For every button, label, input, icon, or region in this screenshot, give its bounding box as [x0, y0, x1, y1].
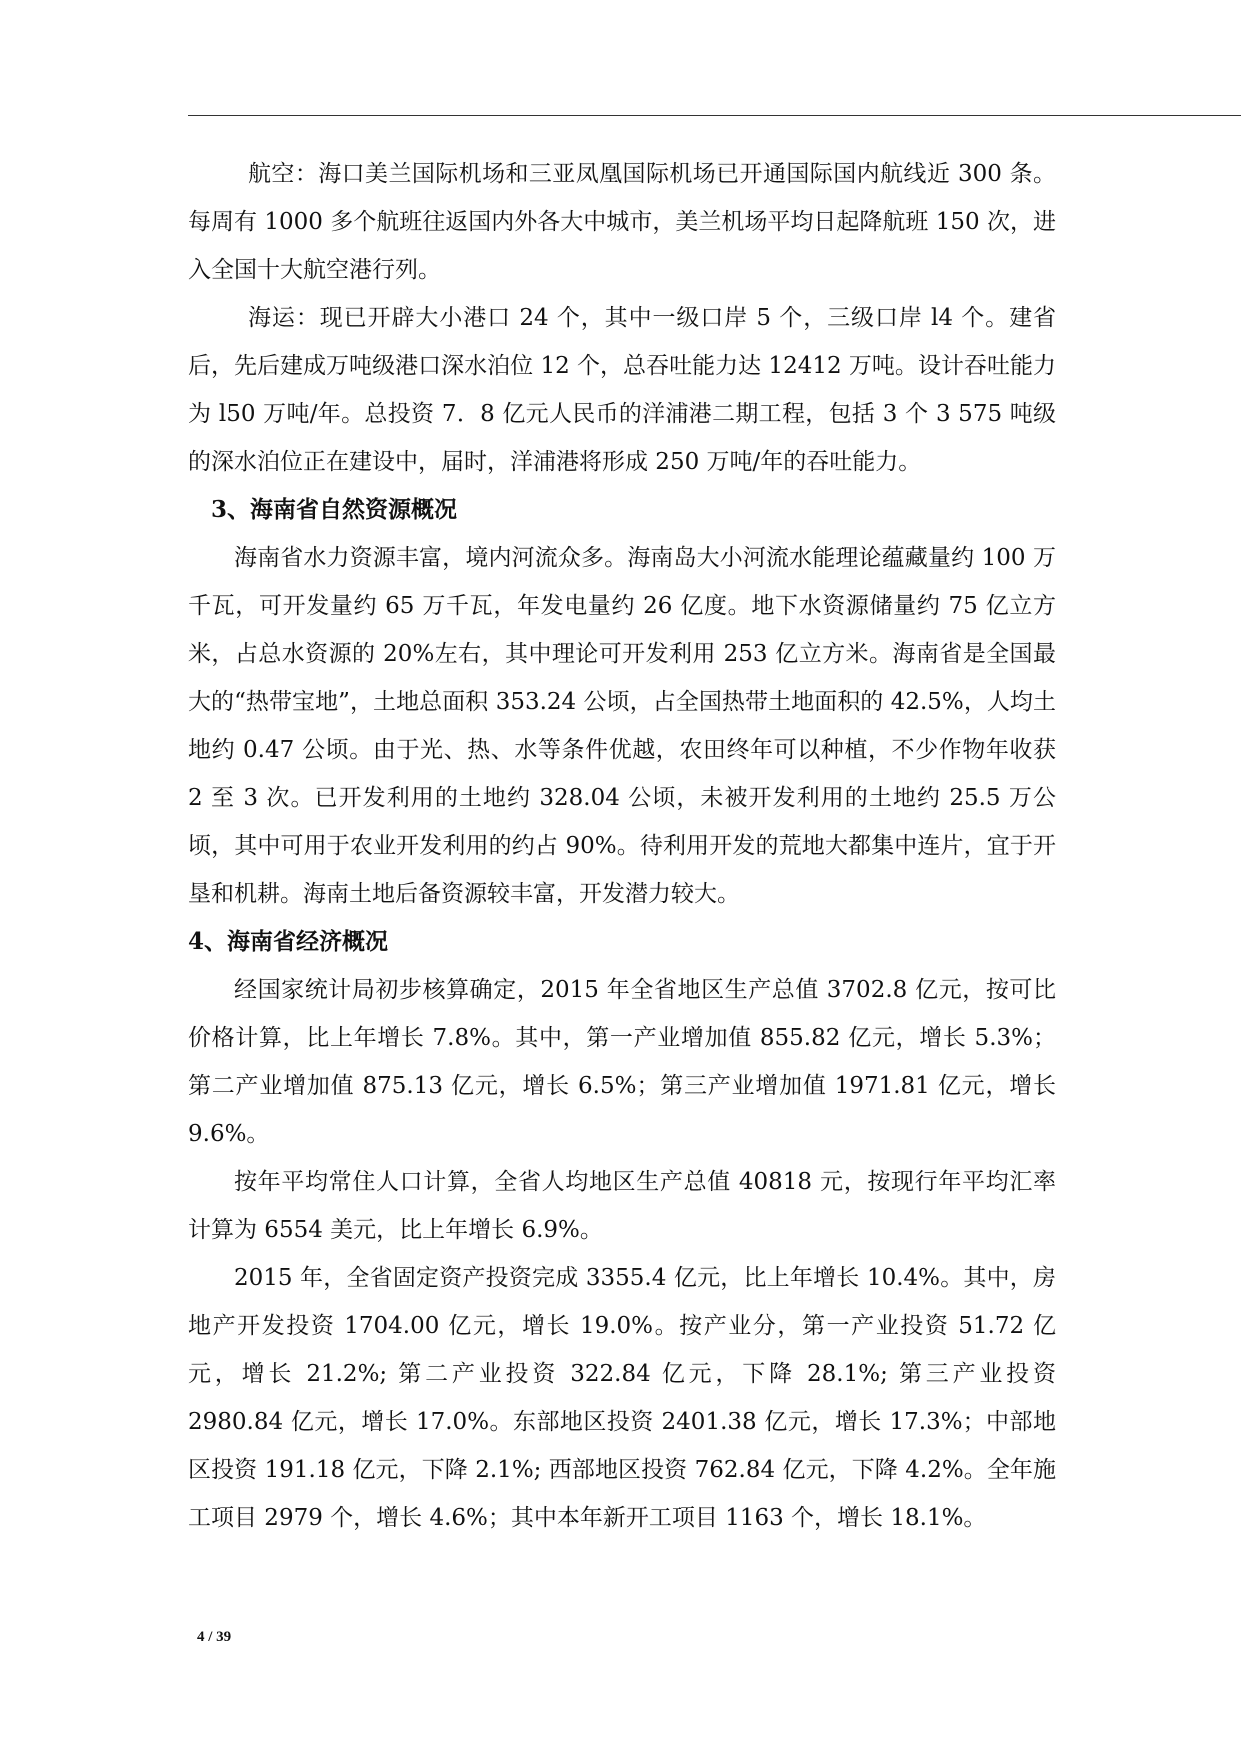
- paragraph-shipping: 海运：现已开辟大小港口 24 个，其中一级口岸 5 个，三级口岸 l4 个。建省后，先后建成万吨级港口深水泊位 12 个，总吞吐能力达 12412 万吨。设计吞吐能力为 l50 万吨/年。总投资 7．8 亿元人民币的洋浦港二期工程，包括 3 个 3 575 吨级的深水泊位正在建设中，届时，洋浦港将形成 250 万吨/年的吞吐能力。: [188, 305, 1056, 475]
- paragraph-per-capita-gdp: 按年平均常住人口计算，全省人均地区生产总值 40818 元，按现行年平均汇率计算为 6554 美元，比上年增长 6.9%。: [188, 1169, 1056, 1243]
- paragraph-aviation: 航空：海口美兰国际机场和三亚凤凰国际机场已开通国际国内航线近 300 条。每周有 1000 多个航班往返国内外各大中城市，美兰机场平均日起降航班 150 次，进入全国十大航空港行列。: [188, 161, 1056, 283]
- paragraph-natural-resources: 海南省水力资源丰富，境内河流众多。海南岛大小河流水能理论蕴藏量约 100 万千瓦，可开发量约 65 万千瓦，年发电量约 26 亿度。地下水资源储量约 75 亿立方米，占总水资源的 20%左右，其中理论可开发利用 253 亿立方米。海南省是全国最大的“热带宝地”，土地总面积 353.24 公顷，占全国热带土地面积的 42.5%，人均土地约 0.47 公顷。由于光、热、水等条件优越，农田终年可以种植，不少作物年收获 2 至 3 次。已开发利用的土地约 328.04 公顷，未被开发利用的土地约 25.5 万公顷，其中可用于农业开发利用的约占 90%。待利用开发的荒地大都集中连片，宜于开垦和机耕。海南土地后备资源较丰富，开发潜力较大。: [188, 545, 1056, 907]
- paragraph-gdp: 经国家统计局初步核算确定，2015 年全省地区生产总值 3702.8 亿元，按可比价格计算，比上年增长 7.8%。其中，第一产业增加值 855.82 亿元，增长 5.3%；第二产业增加值 875.13 亿元，增长 6.5%；第三产业增加值 1971.81 亿元，增长 9.6%。: [188, 977, 1056, 1147]
- paragraph-fixed-investment: 2015 年，全省固定资产投资完成 3355.4 亿元，比上年增长 10.4%。其中，房地产开发投资 1704.00 亿元，增长 19.0%。按产业分，第一产业投资 51.72 亿元，增长 21.2%; 第二产业投资 322.84 亿元，下降 28.1%; 第三产业投资 2980.84 亿元，增长 17.0%。东部地区投资 2401.38 亿元，增长 17.3%；中部地区投资 191.18 亿元，下降 2.1%; 西部地区投资 762.84 亿元，下降 4.2%。全年施工项目 2979 个，增长 4.6%；其中本年新开工项目 1163 个，增长 18.1%。: [188, 1265, 1056, 1531]
- section-heading-economy: 4、海南省经济概况: [188, 928, 389, 955]
- document-body: [188, 150, 1056, 1542]
- page-number: 4 / 39: [197, 1629, 232, 1645]
- header-rule: [188, 115, 1241, 116]
- section-heading-natural-resources: 3、海南省自然资源概况: [211, 496, 458, 523]
